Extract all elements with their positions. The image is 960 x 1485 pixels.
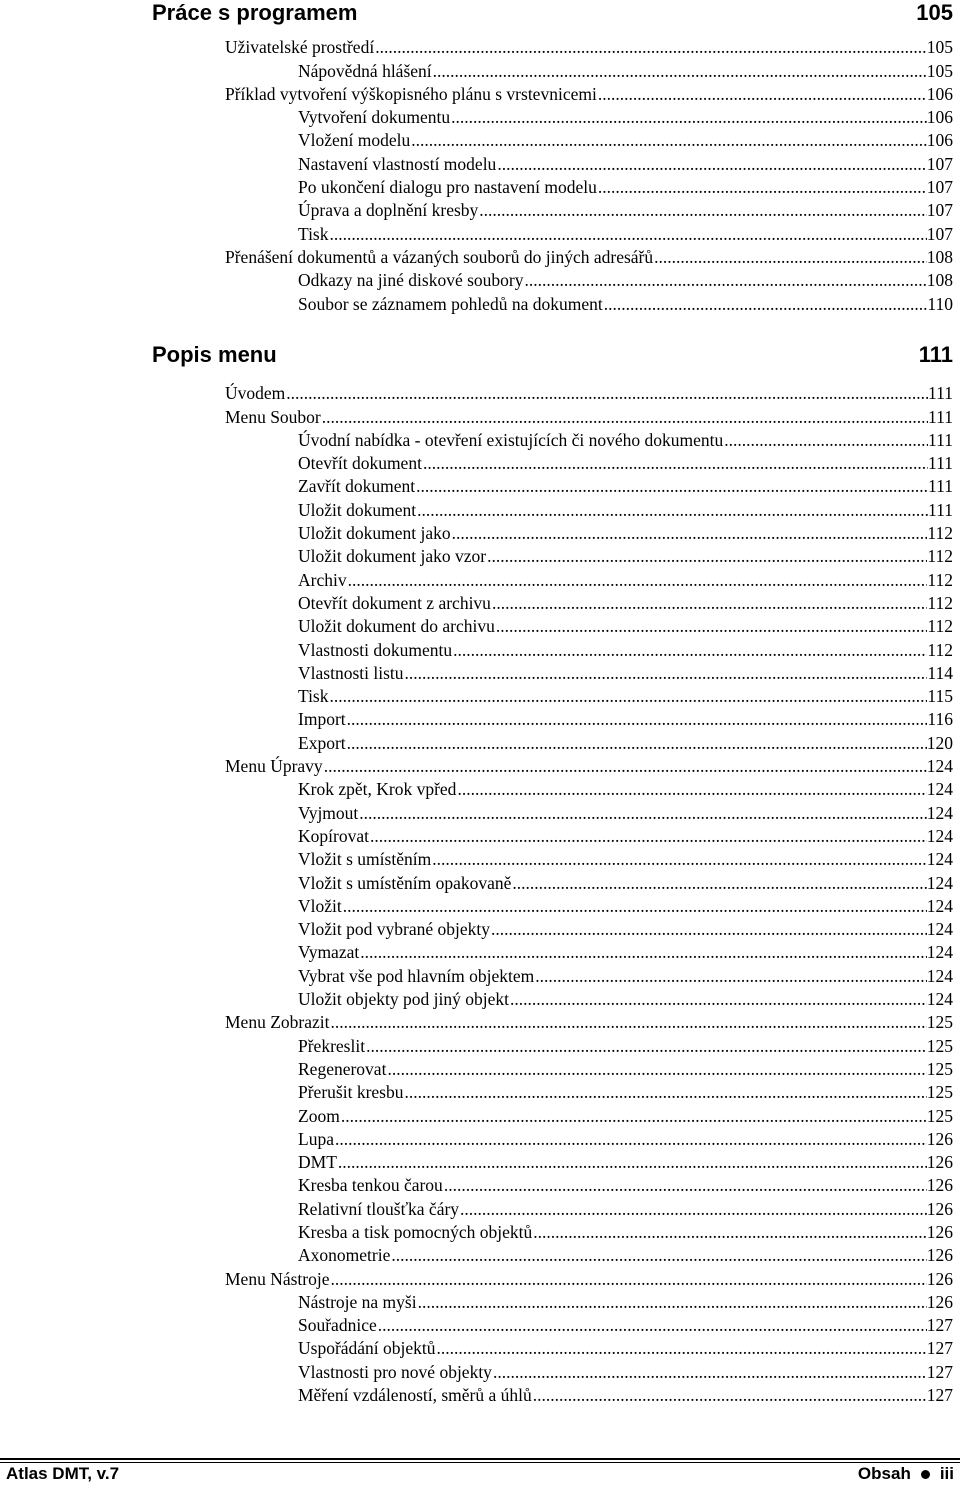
- section-page-number: 105: [916, 0, 953, 25]
- toc-entry-page-number: 111: [928, 429, 953, 450]
- dot-leader: [524, 270, 927, 290]
- toc-entry-page-number: 112: [927, 616, 953, 637]
- dot-leader: [492, 1362, 927, 1382]
- toc-entry[interactable]: [0, 1102, 953, 1125]
- toc-entry[interactable]: [0, 1358, 953, 1381]
- toc-entry[interactable]: [0, 1382, 953, 1405]
- toc-entry[interactable]: [0, 893, 953, 916]
- dot-leader: [432, 61, 927, 81]
- toc-entry[interactable]: [0, 174, 953, 197]
- toc-entry[interactable]: [0, 520, 953, 543]
- dot-leader: [597, 177, 927, 197]
- dot-leader: [358, 803, 926, 823]
- toc-entry[interactable]: [0, 1172, 953, 1195]
- toc-entry[interactable]: [0, 427, 953, 450]
- toc-entry[interactable]: [0, 150, 953, 173]
- dot-leader: [386, 1059, 926, 1079]
- footer-right: [858, 1464, 954, 1484]
- toc-entry-page-number: 124: [926, 802, 953, 823]
- dot-leader: [597, 84, 927, 104]
- toc-entry[interactable]: [0, 799, 953, 822]
- toc-entry-title: Úvodem: [225, 383, 286, 404]
- toc-entry[interactable]: [0, 81, 953, 104]
- toc-entry-title: Souřadnice: [298, 1315, 377, 1336]
- toc-entry-list: [0, 34, 953, 314]
- toc-entry[interactable]: [0, 636, 953, 659]
- toc-entry-title: Vytvoření dokumentu: [298, 107, 451, 128]
- dot-leader: [329, 224, 927, 244]
- toc-entry-title: Krok zpět, Krok vpřed: [298, 779, 457, 800]
- toc-entry-title: Axonometrie: [298, 1245, 391, 1266]
- toc-entry-title: Přenášení dokumentů a vázaných souborů do jiných adresářů: [225, 246, 654, 267]
- toc-entry-page-number: 112: [927, 523, 953, 544]
- toc-entry[interactable]: [0, 683, 953, 706]
- dot-leader: [403, 1082, 926, 1102]
- toc-entry[interactable]: [0, 1265, 953, 1288]
- toc-entry[interactable]: [0, 1195, 953, 1218]
- footer-rule: [0, 1458, 960, 1460]
- dot-leader: [452, 640, 927, 660]
- dot-leader: [417, 1292, 927, 1312]
- toc-entry-title: Otevřít dokument: [298, 453, 422, 474]
- toc-entry-title: Uložit dokument jako vzor: [298, 546, 487, 567]
- toc-entry-title: Relativní tloušťka čáry: [298, 1198, 460, 1219]
- toc-entry-page-number: 126: [926, 1245, 953, 1266]
- toc-entry-title: Soubor se záznamem pohledů na dokument: [298, 293, 603, 314]
- dot-leader: [532, 1385, 927, 1405]
- dot-leader: [416, 500, 928, 520]
- dot-leader: [478, 200, 926, 220]
- toc-entry[interactable]: [0, 57, 953, 80]
- toc-entry-page-number: 127: [926, 1338, 953, 1359]
- toc-entry-title: Vybrat vše pod hlavním objektem: [298, 965, 535, 986]
- dot-leader: [374, 37, 927, 57]
- toc-entry-title: Úvodní nabídka - otevření existujících či nového dokumentu: [298, 429, 724, 450]
- dot-leader: [410, 130, 926, 150]
- toc-entry-page-number: 127: [926, 1385, 953, 1406]
- toc-entry-page-number: 112: [927, 592, 953, 613]
- toc-entry-title: Uspořádání objektů: [298, 1338, 436, 1359]
- dot-leader: [365, 1036, 927, 1056]
- section-title: Popis menu: [152, 342, 277, 367]
- toc-entry[interactable]: [0, 613, 953, 636]
- dot-leader: [337, 1152, 927, 1172]
- toc-entry[interactable]: [0, 753, 953, 776]
- toc-entry-page-number: 124: [926, 779, 953, 800]
- toc-entry[interactable]: [0, 566, 953, 589]
- dot-leader: [495, 616, 928, 636]
- toc-entry[interactable]: [0, 776, 953, 799]
- footer-section-label: Obsah: [857, 1464, 911, 1483]
- toc-entry-title: Lupa: [298, 1128, 334, 1149]
- toc-entry-page-number: 111: [928, 383, 953, 404]
- page-footer: [6, 1464, 954, 1484]
- section-heading: [152, 0, 953, 26]
- dot-leader: [486, 546, 927, 566]
- dot-leader: [534, 966, 927, 986]
- toc-entry-title: Přerušit kresbu: [298, 1082, 404, 1103]
- dot-leader: [404, 663, 928, 683]
- toc-entry-page-number: 111: [928, 406, 953, 427]
- toc-entry-page-number: 105: [926, 37, 953, 58]
- toc-entry-title: Kresba tenkou čarou: [298, 1175, 443, 1196]
- toc-entry-title: Menu Zobrazit: [225, 1012, 330, 1033]
- toc-entry[interactable]: [0, 869, 953, 892]
- toc-entry-page-number: 107: [926, 177, 953, 198]
- dot-leader: [491, 593, 927, 613]
- toc-entry-title: Vlastnosti pro nové objekty: [298, 1361, 492, 1382]
- toc-entry-title: Uložit objekty pod jiný objekt: [298, 989, 509, 1010]
- toc-entry[interactable]: [0, 1056, 953, 1079]
- toc-entry-page-number: 126: [926, 1221, 953, 1242]
- toc-entry-title: Vymazat: [298, 942, 360, 963]
- toc-entry-page-number: 124: [926, 872, 953, 893]
- toc-entry[interactable]: [0, 1335, 953, 1358]
- toc-entry-title: Zoom: [298, 1105, 340, 1126]
- toc-entry-title: Uložit dokument do archivu: [298, 616, 495, 637]
- dot-leader: [509, 989, 927, 1009]
- toc-entry-page-number: 120: [926, 732, 953, 753]
- toc-entry[interactable]: [0, 473, 953, 496]
- dot-leader: [451, 523, 928, 543]
- toc-entry-page-number: 124: [926, 895, 953, 916]
- toc-entry[interactable]: [0, 846, 953, 869]
- toc-entry-page-number: 124: [926, 825, 953, 846]
- dot-leader: [377, 1315, 927, 1335]
- dot-leader: [496, 154, 926, 174]
- toc-entry-title: Měření vzdáleností, směrů a úhlů: [298, 1385, 532, 1406]
- toc-entry-page-number: 114: [927, 662, 953, 683]
- toc-entry[interactable]: [0, 496, 953, 519]
- section-page-number: 111: [918, 342, 953, 367]
- dot-leader: [329, 686, 928, 706]
- toc-entry-page-number: 125: [926, 1105, 953, 1126]
- footer-document-title: Atlas DMT, v.7: [6, 1464, 120, 1483]
- toc-entry-page-number: 125: [926, 1082, 953, 1103]
- toc-entry[interactable]: [0, 1149, 953, 1172]
- toc-entry[interactable]: [0, 590, 953, 613]
- toc-entry-page-number: 126: [926, 1198, 953, 1219]
- dot-leader: [653, 247, 927, 267]
- toc-entry-title: Nástroje na myši: [298, 1291, 417, 1312]
- toc-entry-title: Vlastnosti dokumentu: [298, 639, 453, 660]
- toc-entry-page-number: 124: [926, 919, 953, 940]
- toc-entry-title: DMT: [298, 1152, 337, 1173]
- toc-entry[interactable]: [0, 104, 953, 127]
- dot-leader: [342, 896, 927, 916]
- bullet-icon: [921, 1470, 930, 1479]
- toc-entry-page-number: 111: [928, 476, 953, 497]
- toc-entry-page-number: 124: [926, 989, 953, 1010]
- dot-leader: [329, 1012, 926, 1032]
- toc-entry-title: Export: [298, 732, 346, 753]
- toc-entry[interactable]: [0, 939, 953, 962]
- toc-entry[interactable]: [0, 380, 953, 403]
- toc-entry-title: Vložit: [298, 895, 342, 916]
- toc-entry-title: Tisk: [298, 686, 329, 707]
- toc-entry-title: Příklad vytvoření výškopisného plánu s vrstevnicemi: [225, 83, 597, 104]
- toc-entry-title: Po ukončení dialogu pro nastavení modelu: [298, 177, 597, 198]
- toc-entry[interactable]: [0, 543, 953, 566]
- toc-entry[interactable]: [0, 34, 953, 57]
- toc-entry-page-number: 112: [927, 639, 953, 660]
- toc-entry-title: Překreslit: [298, 1035, 366, 1056]
- footer-page-number: iii: [939, 1464, 954, 1483]
- toc-entry-page-number: 106: [926, 130, 953, 151]
- toc-entry-page-number: 108: [926, 246, 953, 267]
- toc-entry-page-number: 126: [926, 1175, 953, 1196]
- dot-leader: [323, 756, 927, 776]
- toc-entry-page-number: 108: [926, 270, 953, 291]
- dot-leader: [334, 1129, 927, 1149]
- toc-entry-page-number: 111: [928, 499, 953, 520]
- dot-leader: [436, 1338, 927, 1358]
- toc-entry-page-number: 126: [926, 1152, 953, 1173]
- toc-entry-title: Nastavení vlastností modelu: [298, 153, 497, 174]
- toc-entry[interactable]: [0, 1242, 953, 1265]
- toc-entry[interactable]: [0, 1126, 953, 1149]
- toc-entry-page-number: 106: [926, 83, 953, 104]
- toc-entry-title: Vyjmout: [298, 802, 359, 823]
- toc-entry[interactable]: [0, 290, 953, 313]
- toc-entry-page-number: 107: [926, 153, 953, 174]
- dot-leader: [346, 733, 927, 753]
- dot-leader: [603, 294, 928, 314]
- toc-entry-title: Regenerovat: [298, 1058, 387, 1079]
- toc-entry[interactable]: [0, 403, 953, 426]
- toc-entry-page-number: 125: [926, 1058, 953, 1079]
- toc-entry-title: Uložit dokument jako: [298, 523, 451, 544]
- toc-entry[interactable]: [0, 660, 953, 683]
- toc-entry-title: Odkazy na jiné diskové soubory: [298, 270, 524, 291]
- toc-entry-page-number: 125: [926, 1035, 953, 1056]
- footer-rule: [0, 1462, 960, 1463]
- toc-entry-page-number: 105: [926, 60, 953, 81]
- toc-entry-title: Import: [298, 709, 346, 730]
- toc-entry-page-number: 107: [926, 223, 953, 244]
- dot-leader: [450, 107, 927, 127]
- section-title: Práce s programem: [152, 0, 358, 25]
- toc-entry-page-number: 111: [928, 453, 953, 474]
- dot-leader: [340, 1106, 927, 1126]
- toc-entry-page-number: 112: [927, 546, 953, 567]
- toc-entry-title: Vložit s umístěním opakovaně: [298, 872, 512, 893]
- dot-leader: [443, 1175, 927, 1195]
- toc-entry-title: Menu Úpravy: [225, 756, 323, 777]
- toc-entry[interactable]: [0, 1032, 953, 1055]
- toc-entry-title: Menu Soubor: [225, 406, 321, 427]
- toc-entry-list: [0, 380, 953, 1405]
- toc-entry-page-number: 127: [926, 1315, 953, 1336]
- toc-entry-title: Vložení modelu: [298, 130, 411, 151]
- toc-entry[interactable]: [0, 244, 953, 267]
- dot-leader: [431, 849, 927, 869]
- toc-entry-title: Vložit pod vybrané objekty: [298, 919, 490, 940]
- toc-entry-title: Úprava a doplnění kresby: [298, 200, 479, 221]
- toc-entry-page-number: 125: [926, 1012, 953, 1033]
- toc-entry-page-number: 124: [926, 965, 953, 986]
- toc-entry[interactable]: [0, 823, 953, 846]
- toc-entry-title: Archiv: [298, 569, 347, 590]
- section-heading: [152, 342, 953, 368]
- toc-entry[interactable]: [0, 127, 953, 150]
- toc-entry-page-number: 124: [926, 942, 953, 963]
- toc-entry-page-number: 110: [927, 293, 953, 314]
- toc-entry[interactable]: [0, 1009, 953, 1032]
- toc-entry[interactable]: [0, 1289, 953, 1312]
- toc-entry-page-number: 106: [926, 107, 953, 128]
- toc-entry-title: Nápovědná hlášení: [298, 60, 432, 81]
- toc-entry-page-number: 126: [926, 1268, 953, 1289]
- dot-leader: [346, 709, 928, 729]
- toc-entry-page-number: 107: [926, 200, 953, 221]
- toc-entry[interactable]: [0, 729, 953, 752]
- dot-leader: [359, 942, 927, 962]
- toc-entry-page-number: 124: [926, 849, 953, 870]
- toc-entry-page-number: 115: [927, 686, 953, 707]
- dot-leader: [459, 1199, 927, 1219]
- dot-leader: [723, 430, 928, 450]
- dot-leader: [330, 1269, 927, 1289]
- dot-leader: [390, 1245, 926, 1265]
- toc-entry-page-number: 116: [927, 709, 953, 730]
- dot-leader: [415, 476, 928, 496]
- dot-leader: [456, 779, 926, 799]
- toc-entry[interactable]: [0, 450, 953, 473]
- dot-leader: [511, 873, 926, 893]
- toc-entry[interactable]: [0, 220, 953, 243]
- toc-entry[interactable]: [0, 1312, 953, 1335]
- dot-leader: [285, 383, 928, 403]
- toc-entry[interactable]: [0, 1079, 953, 1102]
- toc-entry[interactable]: [0, 1219, 953, 1242]
- dot-leader: [369, 826, 927, 846]
- toc-entry-title: Tisk: [298, 223, 329, 244]
- dot-leader: [347, 570, 928, 590]
- toc-entry[interactable]: [0, 706, 953, 729]
- toc-entry-page-number: 124: [926, 756, 953, 777]
- toc-entry-title: Uživatelské prostředí: [225, 37, 375, 58]
- toc-entry-title: Zavřít dokument: [298, 476, 416, 497]
- toc-entry-title: Vlastnosti listu: [298, 662, 404, 683]
- toc-entry-page-number: 112: [927, 569, 953, 590]
- dot-leader: [321, 407, 928, 427]
- toc-entry-page-number: 126: [926, 1128, 953, 1149]
- toc-entry[interactable]: [0, 267, 953, 290]
- toc-entry[interactable]: [0, 197, 953, 220]
- toc-entry-title: Uložit dokument: [298, 499, 417, 520]
- toc-entry-page-number: 127: [926, 1361, 953, 1382]
- toc-entry[interactable]: [0, 916, 953, 939]
- toc-entry[interactable]: [0, 962, 953, 985]
- dot-leader: [490, 919, 927, 939]
- toc-entry-title: Kopírovat: [298, 825, 369, 846]
- dot-leader: [532, 1222, 926, 1242]
- toc-entry[interactable]: [0, 986, 953, 1009]
- dot-leader: [422, 453, 928, 473]
- toc-entry-title: Vložit s umístěním: [298, 849, 432, 870]
- toc-entry-title: Otevřít dokument z archivu: [298, 592, 491, 613]
- toc-entry-title: Kresba a tisk pomocných objektů: [298, 1221, 533, 1242]
- toc-entry-page-number: 126: [926, 1291, 953, 1312]
- toc-entry-title: Menu Nástroje: [225, 1268, 330, 1289]
